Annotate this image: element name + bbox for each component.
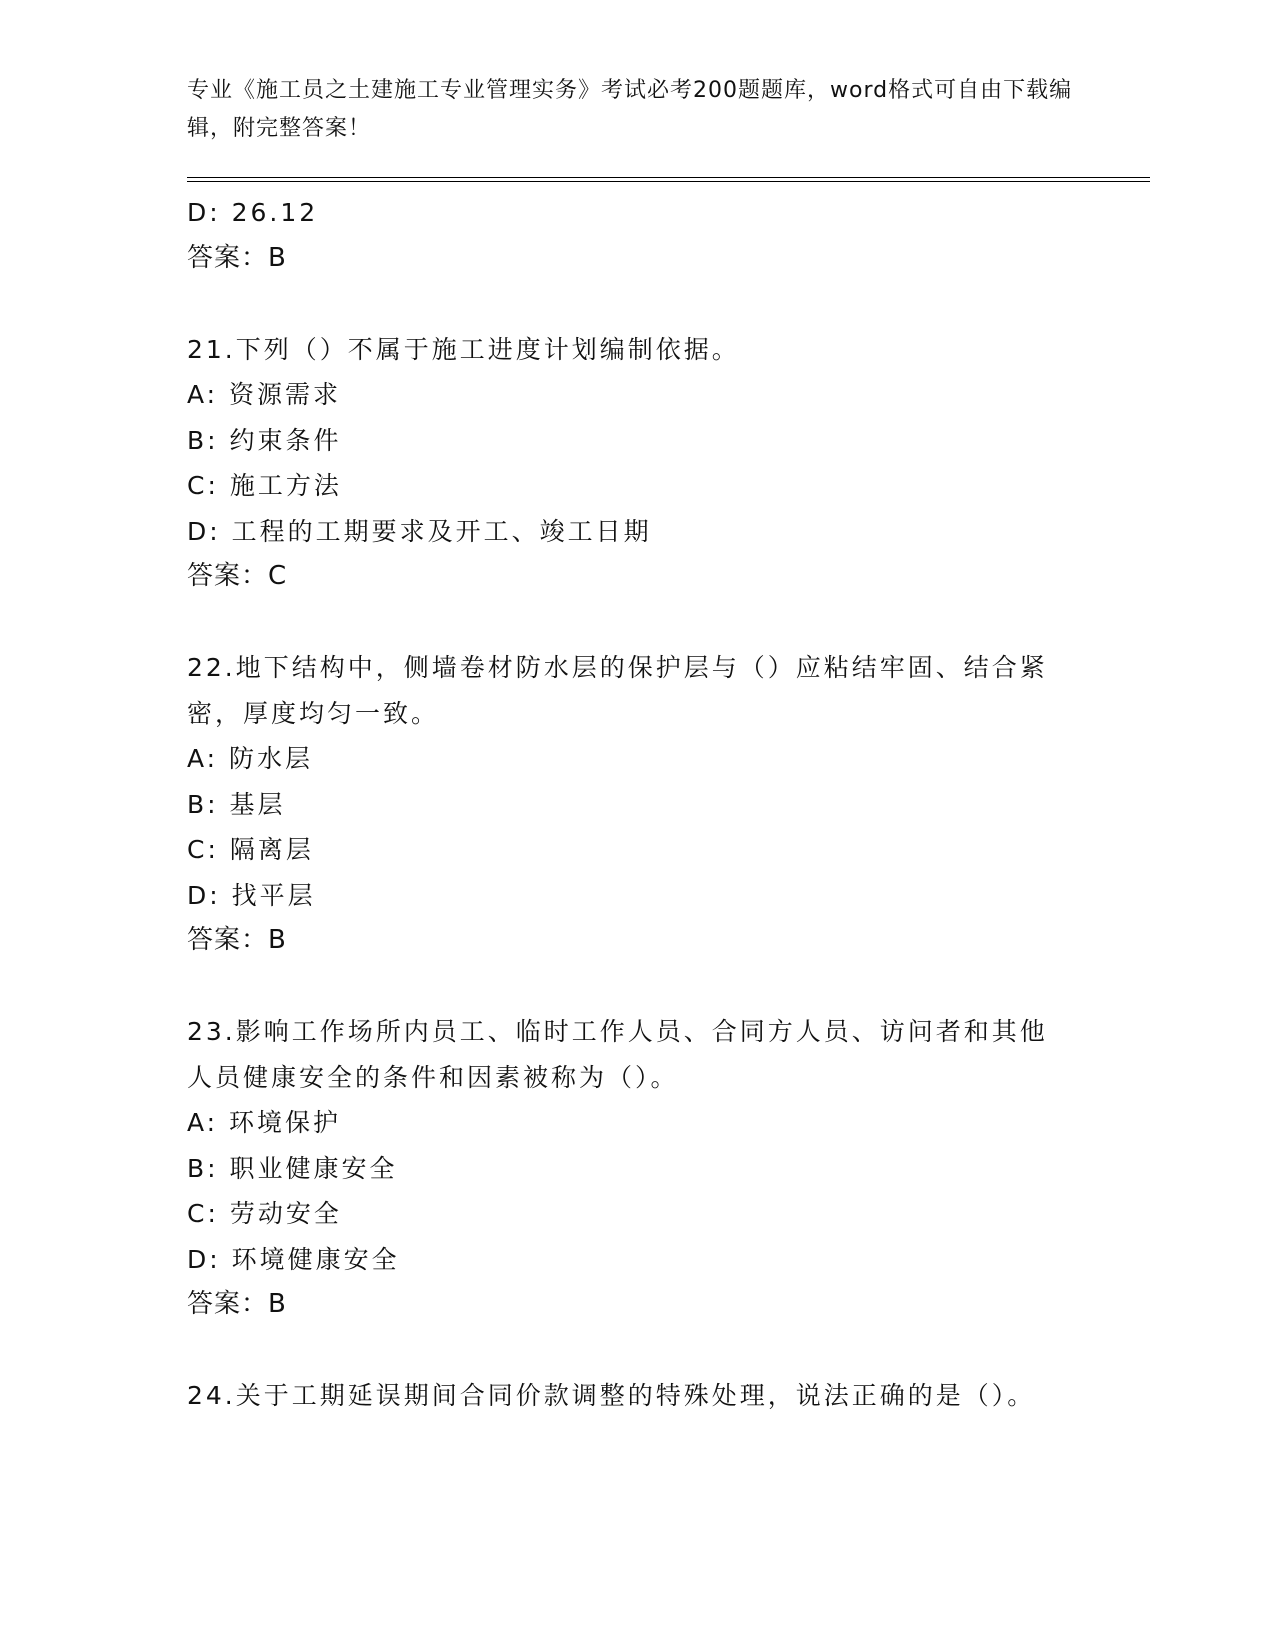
- prev-option-d: D: 26.12: [187, 198, 319, 227]
- prev-answer: 答案：B: [187, 242, 287, 273]
- option-d: D: 找平层: [187, 880, 316, 910]
- header-divider: [187, 177, 1150, 182]
- spacer: [187, 600, 1087, 646]
- option-d: D: 工程的工期要求及开工、竣工日期: [187, 516, 652, 546]
- question-title-line-2: 密，厚度均匀一致。: [187, 698, 440, 728]
- answer: 答案：B: [187, 925, 287, 955]
- option-a: A: 防水层: [187, 744, 314, 773]
- question-title-line-1: 22.地下结构中，侧墙卷材防水层的保护层与（）应粘结牢固、结合紧: [187, 653, 1048, 682]
- option-a: A: 资源需求: [187, 380, 342, 409]
- option-c: C: 隔离层: [187, 835, 314, 864]
- document-body: [187, 190, 1087, 1419]
- question-title: 24.关于工期延误期间合同价款调整的特殊处理，说法正确的是（）。: [187, 1381, 1036, 1410]
- answer: 答案：B: [187, 1289, 287, 1319]
- question-title-line-1: 23.影响工作场所内员工、临时工作人员、合同方人员、访问者和其他: [187, 1017, 1048, 1046]
- option-d: D: 环境健康安全: [187, 1244, 400, 1274]
- question-title: 21.下列（）不属于施工进度计划编制依据。: [187, 334, 740, 364]
- option-b: B: 职业健康安全: [187, 1153, 398, 1183]
- page-header: [187, 72, 1087, 148]
- spacer: [187, 964, 1087, 1010]
- answer: 答案：C: [187, 561, 288, 591]
- spacer: [187, 1328, 1087, 1374]
- question-21: [187, 327, 1087, 600]
- header-text: 专业《施工员之土建施工专业管理实务》考试必考200题题库，word格式可自由下载编辑，附完整答案！: [187, 78, 1073, 141]
- option-c: C: 劳动安全: [187, 1199, 342, 1228]
- option-a: A: 环境保护: [187, 1108, 342, 1137]
- option-c: C: 施工方法: [187, 471, 342, 500]
- question-24: [187, 1373, 1087, 1419]
- spacer: [187, 281, 1087, 327]
- question-title-line-2: 人员健康安全的条件和因素被称为（）。: [187, 1062, 679, 1092]
- option-b: B: 基层: [187, 789, 286, 819]
- question-22: [187, 645, 1087, 964]
- option-b: B: 约束条件: [187, 425, 342, 455]
- question-23: [187, 1009, 1087, 1328]
